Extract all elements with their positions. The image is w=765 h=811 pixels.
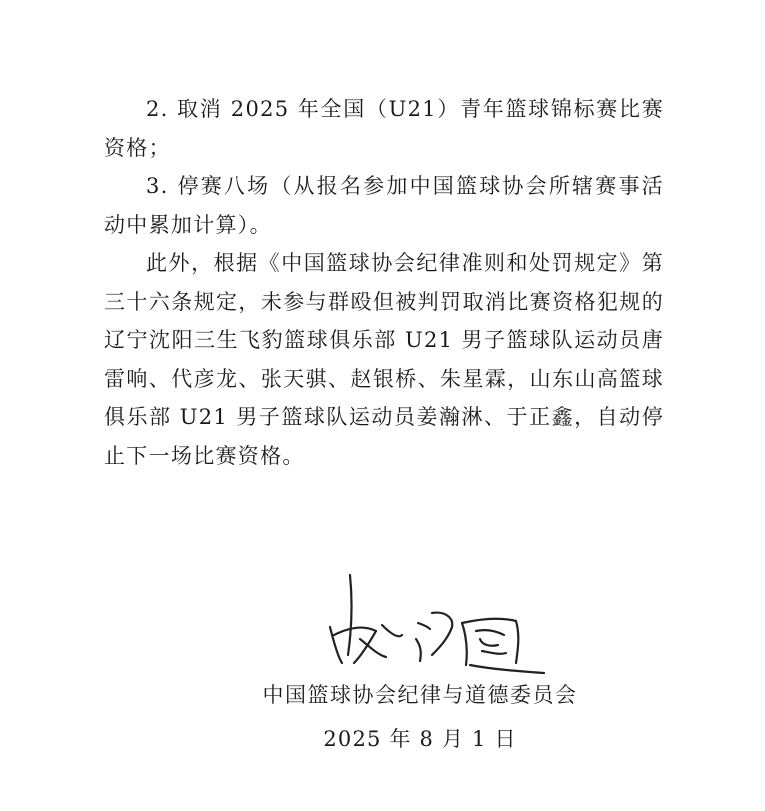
issuing-organization: 中国篮球协会纪律与道德委员会	[262, 683, 578, 707]
additional-ruling-paragraph: 此外，根据《中国篮球协会纪律准则和处罚规定》第三十六条规定，未参与群殴但被判罚取消比赛资格犯规的辽宁沈阳三生飞豹篮球俱乐部 U21 男子篮球队运动员唐雷响、代彦龙、张天骐、赵银桥、朱星霖，山东山高篮球俱乐部 U21 男子篮球队运动员姜瀚淋、于正鑫，自动停止下一场比赛资格。	[104, 251, 664, 468]
document-body	[104, 90, 664, 475]
penalty-item-2: 2. 取消 2025 年全国（U21）青年篮球锦标赛比赛资格；	[104, 97, 664, 160]
penalty-item-3: 3. 停赛八场（从报名参加中国篮球协会所辖赛事活动中累加计算）。	[104, 174, 664, 237]
handwritten-signature	[320, 565, 550, 685]
signature-drawing	[320, 565, 550, 685]
issue-date: 2025 年 8 月 1 日	[323, 727, 517, 751]
